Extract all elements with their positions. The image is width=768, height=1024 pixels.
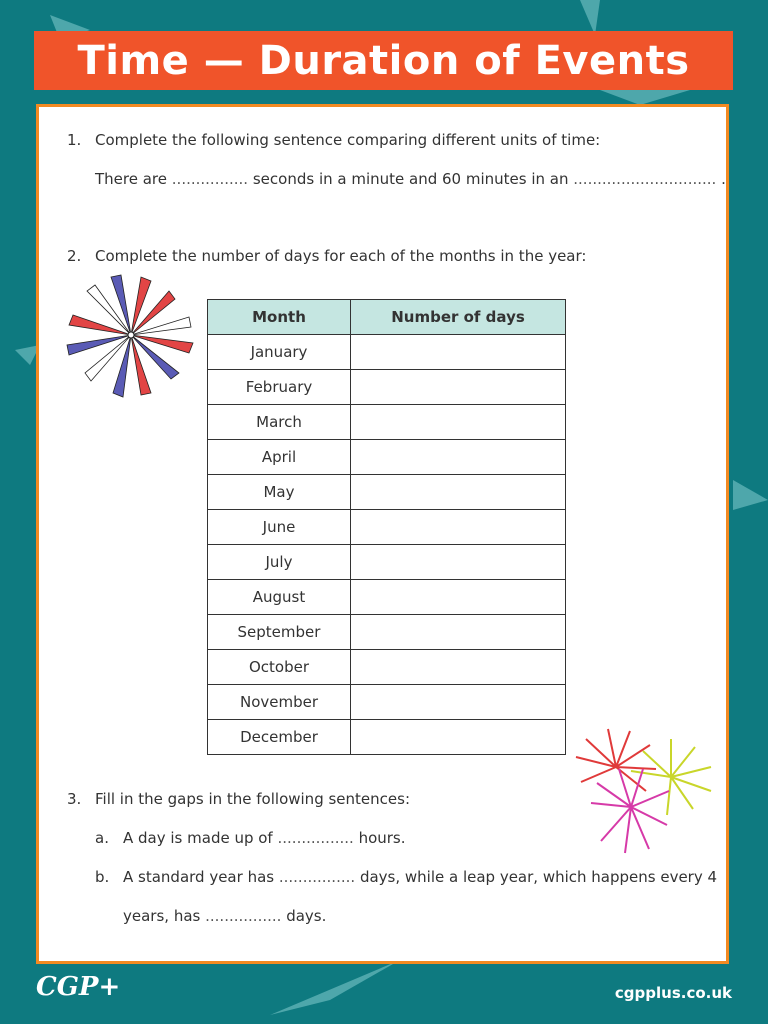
days-answer-cell[interactable] <box>351 335 566 370</box>
question-3b-continued <box>123 907 326 925</box>
sub-question-label: b. <box>95 868 110 886</box>
month-cell: April <box>208 440 351 475</box>
table-row <box>208 545 566 580</box>
sentence-text: hours. <box>358 829 406 847</box>
page-title: Time — Duration of Events <box>77 37 690 84</box>
sentence-text: years, has <box>123 907 201 925</box>
question-number: 3. <box>67 790 82 808</box>
question-3-prompt <box>67 790 410 808</box>
month-cell: March <box>208 405 351 440</box>
sentence-text: days. <box>286 907 327 925</box>
column-header-days: Number of days <box>351 300 566 335</box>
days-answer-cell[interactable] <box>351 615 566 650</box>
question-2-prompt <box>67 247 586 265</box>
month-cell: February <box>208 370 351 405</box>
table-row <box>208 720 566 755</box>
title-bar <box>34 31 733 90</box>
days-answer-cell[interactable] <box>351 720 566 755</box>
sentence-text: days, while a leap year, which happens every 4 <box>359 868 718 886</box>
days-answer-cell[interactable] <box>351 440 566 475</box>
table-row <box>208 335 566 370</box>
month-cell: October <box>208 650 351 685</box>
firework-illustration <box>561 727 726 867</box>
answer-blank[interactable]: ................ <box>278 868 356 886</box>
table-row <box>208 405 566 440</box>
table-row <box>208 475 566 510</box>
month-cell: September <box>208 615 351 650</box>
month-cell: May <box>208 475 351 510</box>
answer-blank[interactable]: ................ <box>171 170 249 188</box>
table-row <box>208 580 566 615</box>
question-text: Complete the number of days for each of the months in the year: <box>95 247 587 265</box>
sub-question-label: a. <box>95 829 109 847</box>
question-number: 2. <box>67 247 82 265</box>
sentence-text: A day is made up of <box>123 829 273 847</box>
firework-illustration <box>59 273 204 403</box>
days-answer-cell[interactable] <box>351 405 566 440</box>
sentence-text: . <box>721 170 726 188</box>
question-1-sentence <box>95 170 726 188</box>
table-row <box>208 615 566 650</box>
question-3b <box>95 868 717 886</box>
worksheet <box>36 104 729 964</box>
months-table <box>207 299 566 755</box>
table-row <box>208 440 566 475</box>
column-header-month: Month <box>208 300 351 335</box>
table-row <box>208 510 566 545</box>
sentence-text: There are <box>95 170 167 188</box>
table-header-row <box>208 300 566 335</box>
question-text: Fill in the gaps in the following sentences: <box>95 790 410 808</box>
days-answer-cell[interactable] <box>351 685 566 720</box>
answer-blank[interactable]: ................ <box>205 907 282 925</box>
table-row <box>208 370 566 405</box>
question-1-prompt <box>67 131 600 149</box>
days-answer-cell[interactable] <box>351 475 566 510</box>
answer-blank[interactable]: .............................. <box>573 170 717 188</box>
month-cell: June <box>208 510 351 545</box>
sentence-text: seconds in a minute and 60 minutes in an <box>252 170 569 188</box>
table-row <box>208 650 566 685</box>
table-row <box>208 685 566 720</box>
month-cell: January <box>208 335 351 370</box>
days-answer-cell[interactable] <box>351 370 566 405</box>
month-cell: December <box>208 720 351 755</box>
cgp-logo: CGP+ <box>36 972 121 1002</box>
question-3a <box>95 829 406 847</box>
sentence-text: A standard year has <box>123 868 275 886</box>
question-text: Complete the following sentence comparing different units of time: <box>95 131 601 149</box>
days-answer-cell[interactable] <box>351 545 566 580</box>
days-answer-cell[interactable] <box>351 580 566 615</box>
month-cell: August <box>208 580 351 615</box>
answer-blank[interactable]: ................ <box>277 829 354 847</box>
days-answer-cell[interactable] <box>351 650 566 685</box>
days-answer-cell[interactable] <box>351 510 566 545</box>
month-cell: July <box>208 545 351 580</box>
website-url: cgpplus.co.uk <box>614 984 732 1002</box>
month-cell: November <box>208 685 351 720</box>
question-number: 1. <box>67 131 82 149</box>
